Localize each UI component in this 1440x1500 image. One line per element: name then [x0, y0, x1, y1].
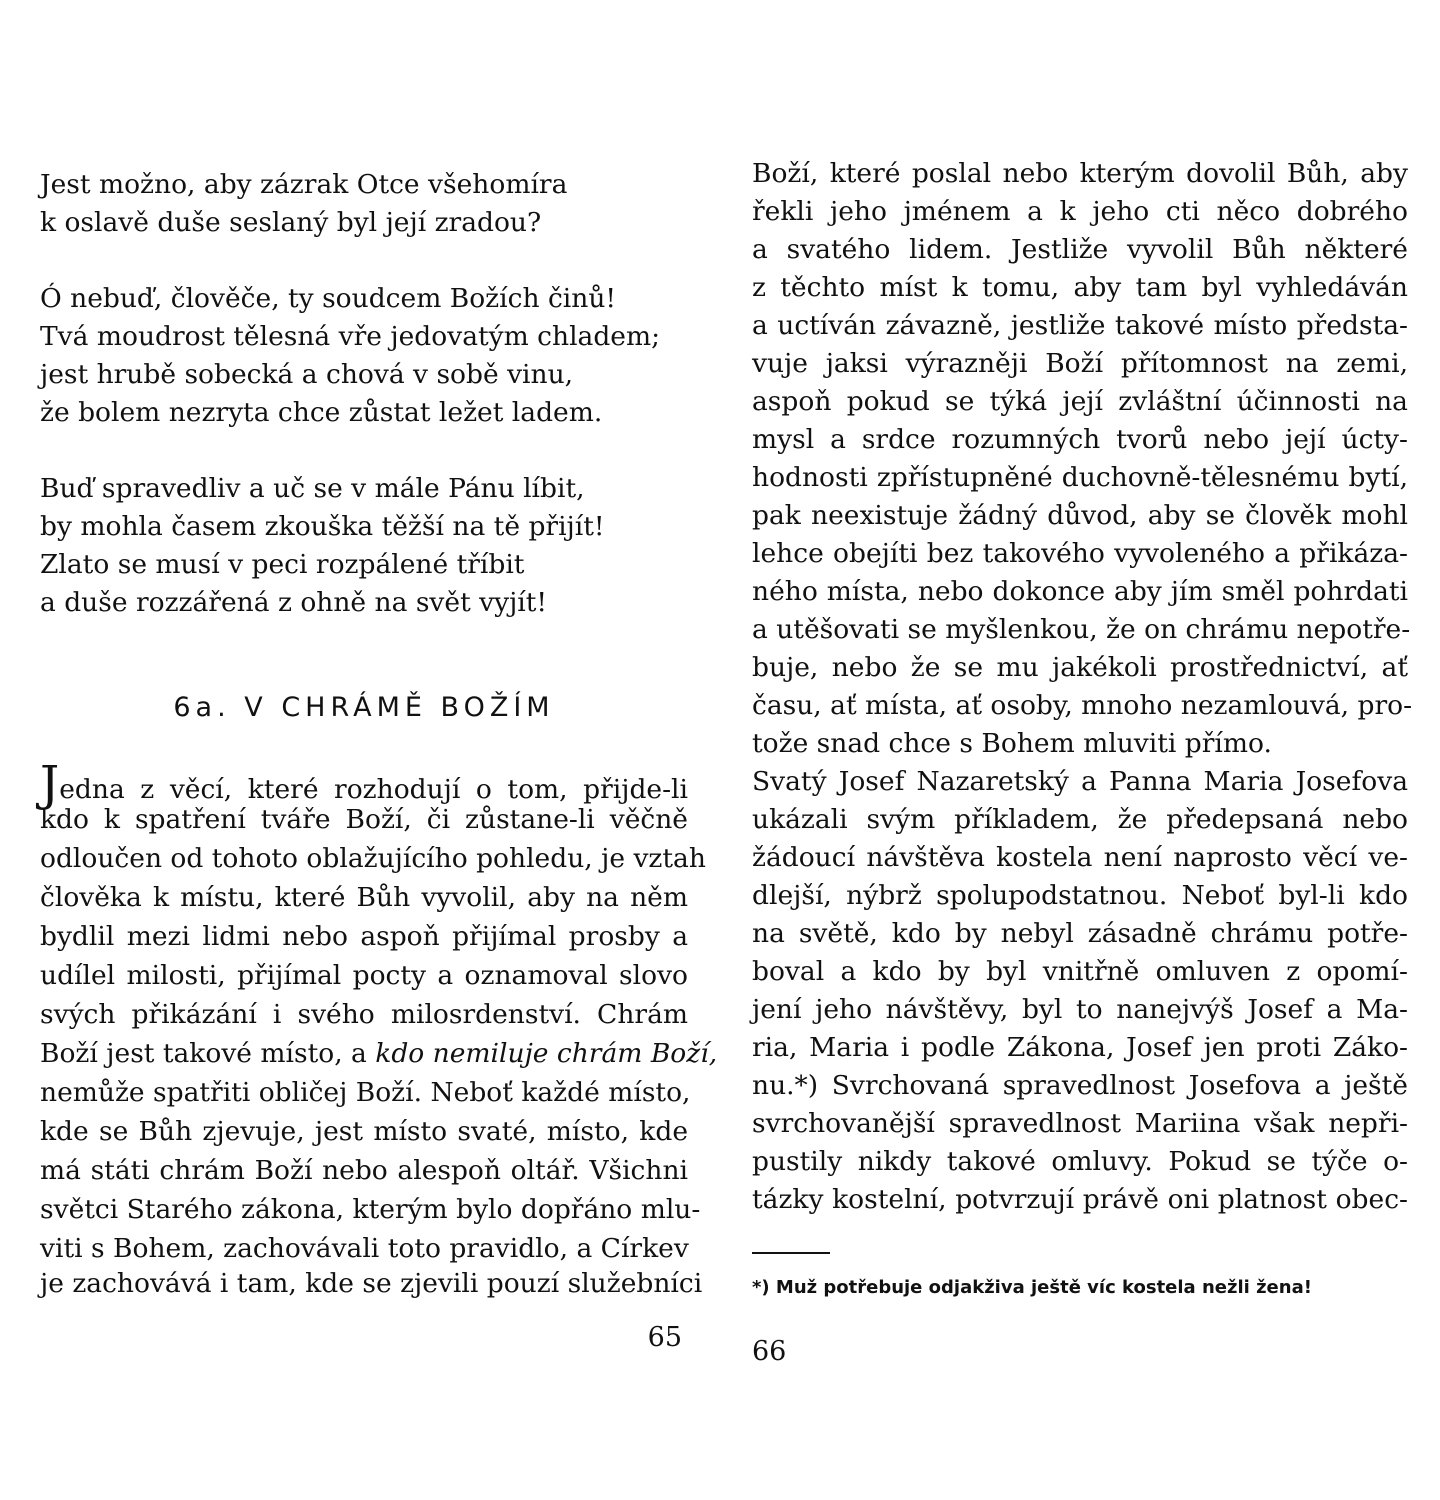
prose-line: lehce obejíti bez takového vyvoleného a přikáza-	[752, 538, 1408, 569]
right-page	[752, 0, 1413, 1500]
left-page	[40, 0, 718, 1500]
prose-line: kde se Bůh zjevuje, jest místo svaté, místo, kde	[40, 1116, 688, 1147]
prose-line: a uctíván závazně, jestliže takové místo předsta-	[752, 310, 1408, 341]
verse-line: k oslavě duše seslaný byl její zradou?	[40, 207, 542, 238]
prose-line: času, ať místa, ať osoby, mnoho nezamlouvá, pro-	[752, 690, 1413, 721]
verse-line: by mohla časem zkouška těžší na tě přijít!	[40, 511, 605, 542]
footnote: *) Muž potřebuje odjakživa ještě víc kostela nežli žena!	[752, 1277, 1312, 1298]
prose-line: nemůže spatřiti obličej Boží. Neboť každé místo,	[40, 1077, 691, 1108]
prose-line: kdo k spatření tváře Boží, či zůstane-li věčně	[40, 804, 688, 835]
drop-cap: J	[40, 756, 60, 812]
verse-line: Zlato se musí v peci rozpálené tříbit	[40, 549, 525, 580]
prose-line: pak neexistuje žádný důvod, aby se člověk mohl	[752, 500, 1408, 531]
prose-line: řekli jeho jménem a k jeho cti něco dobrého	[752, 196, 1408, 227]
prose-line: hodnosti zpřístupněné duchovně-tělesnému bytí,	[752, 462, 1408, 493]
prose-line: svrchovanější spravedlnost Mariina však nepři-	[752, 1108, 1408, 1139]
page-number: 66	[752, 1336, 787, 1367]
prose-line: na světě, kdo by nebyl zásadně chrámu potře-	[752, 918, 1408, 949]
prose-line: viti s Bohem, zachovávali toto pravidlo, a Církev	[40, 1233, 689, 1264]
verse-line: Buď spravedliv a uč se v mále Pánu líbit,	[40, 473, 585, 504]
verse-line: jest hrubě sobecká a chová v sobě vinu,	[40, 359, 574, 390]
prose-first-line	[40, 756, 688, 812]
verse-line: a duše rozzářená z ohně na svět vyjít!	[40, 587, 548, 618]
prose-line: aspoň pokud se týká její zvláštní účinnosti na	[752, 386, 1408, 417]
prose-line: buje, nebo že se mu jakékoli prostřednictví, ať	[752, 652, 1408, 683]
prose-line: ného místa, nebo dokonce aby jím směl pohrdati	[752, 576, 1408, 607]
page-number: 65	[647, 1322, 682, 1353]
prose-line: boval a kdo by byl vnitřně omluven z opomí-	[752, 956, 1408, 987]
prose-line: a svatého lidem. Jestliže vyvolil Bůh některé	[752, 234, 1408, 265]
prose-line: má státi chrám Boží nebo alespoň oltář. Všichni	[40, 1155, 688, 1186]
chapter-heading: 6a. V CHRÁMĚ BOŽÍM	[173, 692, 555, 723]
prose-line: ukázali svým příkladem, že předepsaná nebo	[752, 804, 1408, 835]
prose-line: ria, Maria i podle Zákona, Josef jen proti Záko-	[752, 1032, 1408, 1063]
prose-line: pustily nikdy takové omluvy. Pokud se týče o-	[752, 1146, 1408, 1177]
prose-line: jení jeho návštěvy, byl to nanejvýš Josef a Ma-	[752, 994, 1408, 1025]
prose-line: a utěšovati se myšlenkou, že on chrámu nepotře-	[752, 614, 1411, 645]
verse-line: že bolem nezryta chce zůstat ležet ladem.	[40, 397, 603, 428]
prose-line: žádoucí návštěva kostela není naprosto věcí ve-	[752, 842, 1408, 873]
prose-line: nu.*) Svrchovaná spravedlnost Josefova a ještě	[752, 1070, 1408, 1101]
italic-phrase: kdo nemiluje chrám Boží,	[375, 1038, 718, 1069]
prose-line: Boží, které poslal nebo kterým dovolil Bůh, aby	[752, 158, 1408, 189]
prose-line: Svatý Josef Nazaretský a Panna Maria Josefova	[752, 766, 1408, 797]
verse-line: Jest možno, aby zázrak Otce všehomíra	[40, 169, 568, 200]
footnote-divider	[752, 1252, 830, 1254]
prose-line-last: tože snad chce s Bohem mluviti přímo.	[752, 728, 1272, 759]
prose-line: vuje jaksi výrazněji Boží přítomnost na zemi,	[752, 348, 1408, 379]
prose-line: člověka k místu, které Bůh vyvolil, aby na něm	[40, 882, 688, 913]
verse-line: Ó nebuď, člověče, ty soudcem Božích činů!	[40, 283, 617, 314]
prose-line-with-italic	[40, 1035, 718, 1073]
prose-line: bydlil mezi lidmi nebo aspoň přijímal prosby a	[40, 921, 688, 952]
prose-line: je zachovává i tam, kde se zjevili pouzí služebníci	[40, 1268, 703, 1299]
first-line-text: edna z věcí, které rozhodují o tom, přijde-li	[59, 774, 688, 805]
prose-line: mysl a srdce rozumných tvorů nebo její úcty-	[752, 424, 1408, 455]
prose-text: Boží jest takové místo, a	[40, 1038, 376, 1069]
prose-line: udílel milosti, přijímal pocty a oznamoval slovo	[40, 960, 688, 991]
prose-line: světci Starého zákona, kterým bylo dopřáno mlu-	[40, 1194, 701, 1225]
prose-line: odloučen od tohoto oblažujícího pohledu, je vztah	[40, 843, 706, 874]
prose-line: svých přikázání i svého milosrdenství. Chrám	[40, 999, 688, 1030]
verse-line: Tvá moudrost tělesná vře jedovatým chladem;	[40, 321, 661, 352]
prose-line: dlejší, nýbrž spolupodstatnou. Neboť byl-li kdo	[752, 880, 1408, 911]
prose-line: tázky kostelní, potvrzují právě oni platnost obec-	[752, 1184, 1408, 1215]
prose-line: z těchto míst k tomu, aby tam byl vyhledáván	[752, 272, 1408, 303]
